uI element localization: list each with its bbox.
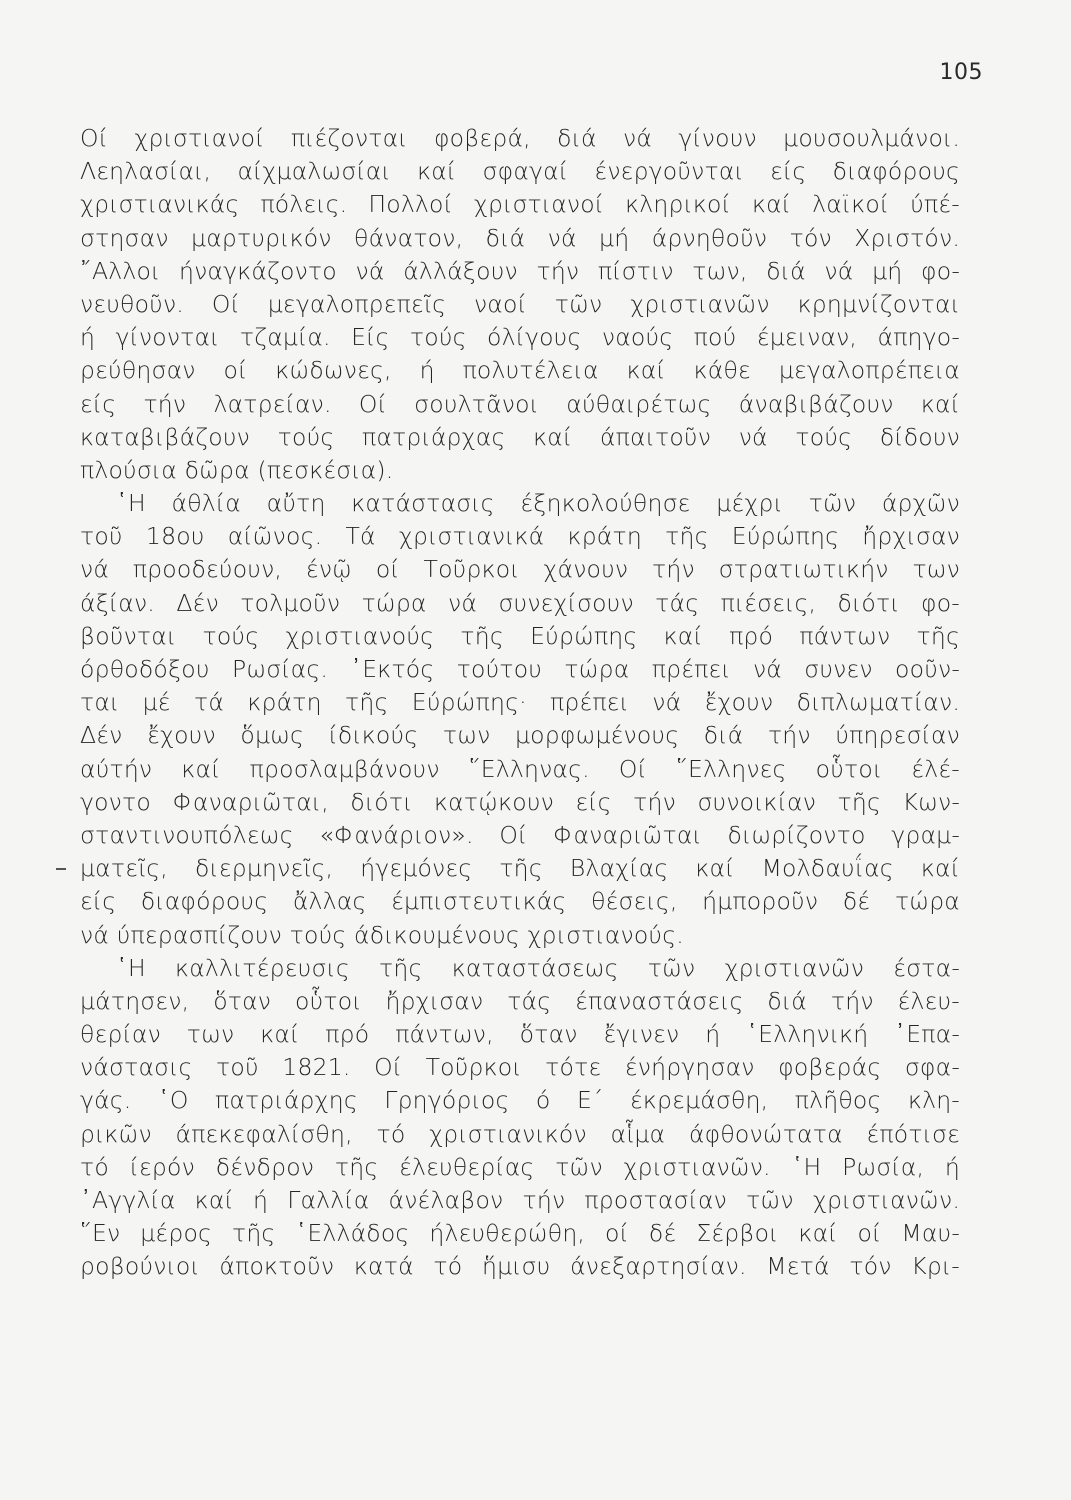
text-line: ρεύθησαν οί κώδωνες, ή πολυτέλεια καί κάθε μεγαλοπρέπεια [80, 356, 960, 385]
text-line: νά προοδεύουν, ένῷ οί Τοῦρκοι χάνουν τήν στρατιωτικήν των [80, 555, 960, 584]
text-line: νάστασις τοῦ 1821. Οί Τοῦρκοι τότε ένήργησαν φοβεράς σφα- [80, 1053, 960, 1082]
text-line: αύτήν καί προσλαμβάνουν ῞Ελληνας. Οί ῞Ελληνες οὗτοι έλέ- [80, 754, 960, 783]
text-line: ῾Η άθλία αὔτη κατάστασις έξηκολούθησε μέχρι τῶν άρχῶν [116, 489, 960, 518]
text-line: σταντινουπόλεως «Φανάριον». Οί Φαναριῶται διωρίζοντο γραμ- [80, 820, 960, 849]
text-line: θερίαν των καί πρό πάντων, ὅταν ἔγινεν ή ῾Ελληνική ᾽Επα- [80, 1020, 960, 1049]
text-line: πλούσια δῶρα (πεσκέσια). [80, 455, 394, 484]
text-line: ῾Η καλλιτέρευσις τῆς καταστάσεως τῶν χριστιανῶν έστα- [116, 953, 960, 982]
text-line: ᾽Αγγλία καί ή Γαλλία άνέλαβον τήν προστασίαν τῶν χριστιανῶν. [80, 1186, 960, 1214]
margin-mark [56, 868, 66, 870]
text-line: Οί χριστιανοί πιέζονται φοβερά, διά νά γίνουν μουσουλμάνοι. [80, 124, 960, 152]
text-line: γάς. ῾Ο πατριάρχης Γρηγόριος ό Ε΄ έκρεμάσθη, πλῆθος κλη- [80, 1086, 960, 1115]
text-line: στησαν μαρτυρικόν θάνατον, διά νά μή άρνηθοῦν τόν Χριστόν. [80, 223, 960, 252]
text-line: χριστιανικάς πόλεις. Πολλοί χριστιανοί κληρικοί καί λαϊκοί ύπέ- [80, 190, 960, 219]
page-number: 105 [939, 60, 983, 85]
text-line: ή γίνονται τζαμία. Είς τούς όλίγους ναούς πού έμειναν, άπηγο- [80, 323, 960, 352]
text-line: όρθοδόξου Ρωσίας. ᾽Εκτός τούτου τώρα πρέπει νά συνεν οοῦν- [80, 655, 960, 683]
text-line: μάτησεν, ὅταν οὗτοι ἤρχισαν τάς έπαναστάσεις διά τήν έλευ- [80, 986, 960, 1015]
text-line: ροβούνιοι άποκτοῦν κατά τό ἥμισυ άνεξαρτησίαν. Μετά τόν Κρι- [80, 1252, 960, 1281]
text-line: τό ίερόν δένδρον τῆς έλευθερίας τῶν χριστιανῶν. ῾Η Ρωσία, ή [80, 1152, 960, 1181]
text-line: ρικῶν άπεκεφαλίσθη, τό χριστιανικόν αἷμα άφθονώτατα έπότισε [80, 1119, 960, 1148]
text-line: Λεηλασίαι, αίχμαλωσίαι καί σφαγαί ένεργοῦνται είς διαφόρους [80, 157, 960, 186]
text-line: νευθοῦν. Οί μεγαλοπρεπεῖς ναοί τῶν χριστιανῶν κρημνίζονται [80, 289, 960, 318]
text-line: είς διαφόρους ἄλλας έμπιστευτικάς θέσεις, ήμποροῦν δέ τώρα [80, 887, 960, 916]
body-text [80, 122, 960, 1284]
text-line: Δέν ἔχουν ὅμως ίδικούς των μορφωμένους διά τήν ύπηρεσίαν [80, 721, 960, 750]
text-line: ται μέ τά κράτη τῆς Εύρώπης· πρέπει νά ἔχουν διπλωματίαν. [80, 688, 960, 717]
text-line: νά ύπερασπίζουν τούς άδικουμένους χριστιανούς. [80, 920, 684, 949]
text-line: άξίαν. Δέν τολμοῦν τώρα νά συνεχίσουν τάς πιέσεις, διότι φο- [80, 588, 960, 617]
text-line: ῎Αλλοι ήναγκάζοντο νά άλλάξουν τήν πίστιν των, διά νά μή φο- [80, 256, 960, 285]
text-line: τοῦ 18ου αίῶνος. Τά χριστιανικά κράτη τῆς Εύρώπης ἤρχισαν [80, 522, 960, 551]
text-line: ῞Εν μέρος τῆς ῾Ελλάδος ήλευθερώθη, οί δέ Σέρβοι καί οί Μαυ- [80, 1219, 960, 1248]
text-line: ματεῖς, διερμηνεῖς, ήγεμόνες τῆς Βλαχίας καί Μολδαυΐας καί [80, 854, 960, 883]
text-line: βοῦνται τούς χριστιανούς τῆς Εύρώπης καί πρό πάντων τῆς [80, 621, 960, 650]
text-line: γοντο Φαναριῶται, διότι κατῴκουν είς τήν συνοικίαν τῆς Κων- [80, 787, 960, 816]
text-line: καταβιβάζουν τούς πατριάρχας καί άπαιτοῦν νά τούς δίδουν [80, 422, 960, 451]
text-line: είς τήν λατρείαν. Οί σουλτᾶνοι αύθαιρέτως άναβιβάζουν καί [80, 389, 960, 418]
